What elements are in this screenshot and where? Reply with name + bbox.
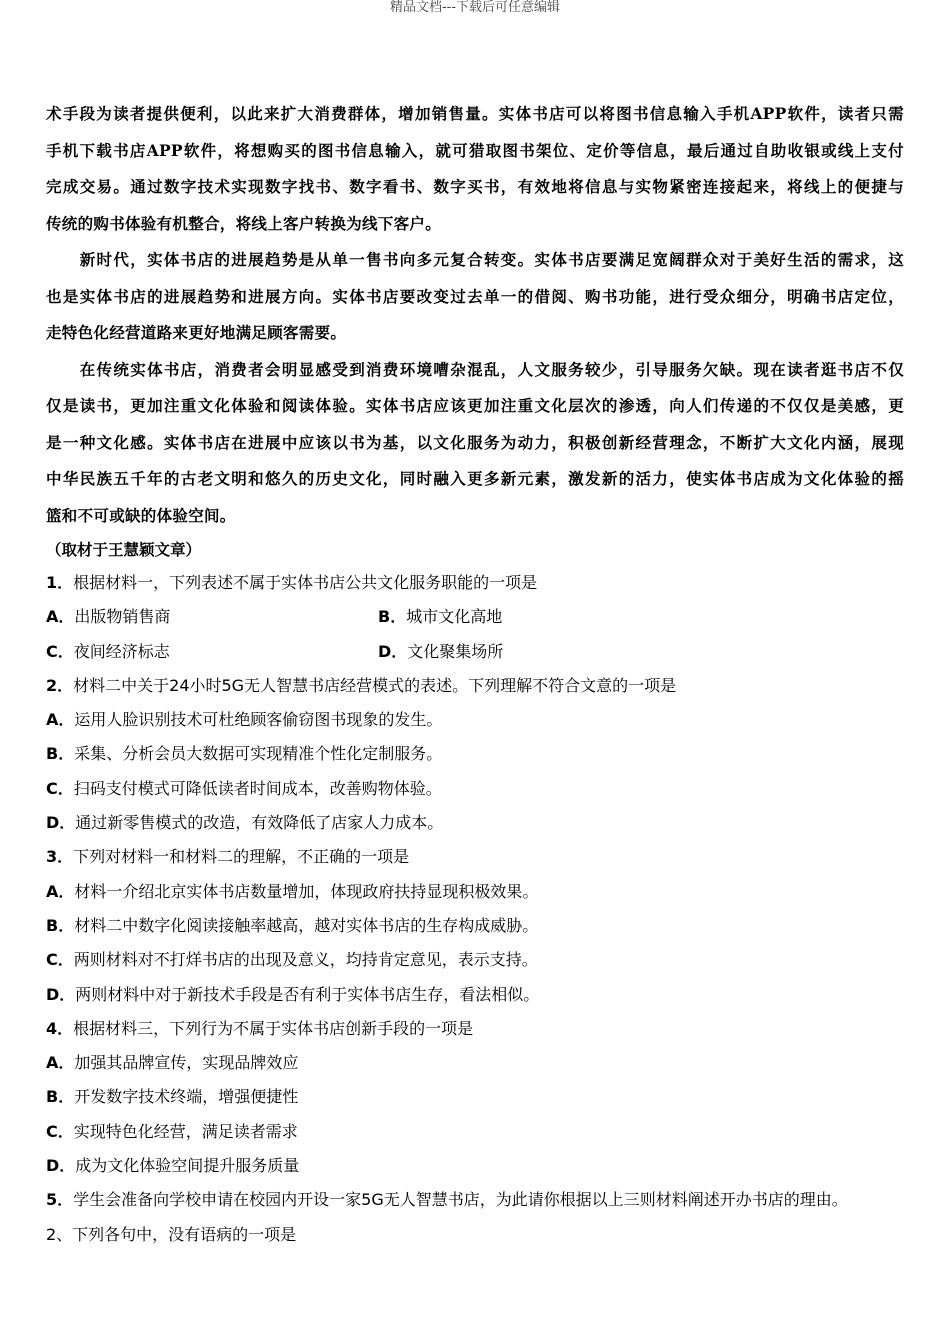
paragraph-line: 仅是读书，更加注重文化体验和阅读体验。实体书店应该更加注重文化层次的渗透，向人们传递的不仅仅是美感，更: [46, 396, 904, 415]
paragraph-line: 中华民族五千年的古老文明和悠久的历史文化，同时融入更多新元素，激发新的活力，使实体书店成为文化体验的摇: [46, 469, 904, 488]
option-a: [46, 875, 904, 909]
option-letter: C．: [46, 778, 74, 798]
option-text: 材料二中数字化阅读接触率越高，越对实体书店的生存构成威胁。: [74, 915, 539, 935]
option-b: [46, 1080, 904, 1114]
option-letter: B．: [46, 744, 75, 764]
option-text: 开发数字技术终端，增强便捷性: [74, 1087, 299, 1107]
question-text: 材料二中关于24小时5G无人智慧书店经营模式的表述。下列理解不符合文意的一项是: [73, 675, 677, 695]
paragraph-line: 是一种文化感。实体书店在进展中应该以书为基，以文化服务为动力，积极创新经营理念，不断扩大文化内涵，展现: [46, 432, 904, 452]
option-letter: B．: [46, 915, 75, 935]
option-text: 材料一介绍北京实体书店数量增加，体现政府扶持显现积极效果。: [74, 881, 539, 901]
option-letter: C．: [46, 641, 74, 661]
option-letter: D．: [378, 641, 408, 661]
question-2-stem: [46, 669, 904, 703]
paragraph-line: 完成交易。通过数字技术实现数字找书、数字看书、数字买书，有效地将信息与实物紧密连接起来，将线上的便捷与: [46, 177, 904, 196]
paragraph-line: 在传统实体书店，消费者会明显感受到消费环境嘈杂混乱，人文服务较少，引导服务欠缺。现在读者逛书店不仅: [46, 359, 904, 379]
option-text: 城市文化高地: [406, 607, 503, 627]
question-number: 3．: [46, 847, 74, 867]
question-number: 1．: [46, 573, 74, 592]
paragraph-line: 篮和不可或缺的体验空间。: [46, 505, 236, 525]
option-text: 通过新零售模式的改造，有效降低了店家人力成本。: [75, 813, 444, 833]
option-letter: D．: [46, 1156, 76, 1176]
option-d: [46, 978, 904, 1012]
option-letter: A．: [46, 1053, 75, 1073]
paragraph-1: [46, 96, 904, 242]
question-1-options-row-1: [46, 600, 904, 634]
option-c: [46, 635, 378, 669]
option-b: [46, 737, 904, 771]
paragraph-2: [46, 242, 904, 352]
option-a: [46, 703, 904, 737]
next-question-heading: 2、下列各句中，没有语病的一项是: [46, 1224, 297, 1244]
option-letter: D．: [46, 984, 76, 1004]
option-letter: A．: [46, 881, 75, 901]
option-letter: B．: [46, 1087, 75, 1107]
option-text: 加强其品牌宣传，实现品牌效应: [74, 1053, 299, 1073]
option-letter: A．: [46, 607, 75, 627]
paragraph-line: 传统的购书体验有机整合，将线上客户转换为线下客户。: [46, 213, 442, 233]
option-a: [46, 1046, 904, 1080]
option-letter: C．: [46, 950, 74, 970]
option-text: 文化聚集场所: [407, 641, 504, 661]
option-letter: A．: [46, 710, 75, 730]
option-text: 成为文化体验空间提升服务质量: [75, 1156, 300, 1176]
question-number: 2．: [46, 675, 74, 695]
question-number: 5．: [46, 1190, 74, 1210]
option-c: [46, 1115, 904, 1149]
question-1-stem: [46, 566, 904, 600]
option-text: 采集、分析会员大数据可实现精准个性化定制服务。: [74, 744, 443, 764]
source-citation: （取材于王慧颖文章）: [46, 540, 202, 559]
question-1-options-row-2: [46, 635, 904, 669]
option-text: 夜间经济标志: [73, 641, 170, 661]
option-text: 两则材料中对于新技术手段是否有利于实体书店生存，看法相似。: [75, 984, 540, 1004]
option-c: [46, 943, 904, 977]
question-number: 4．: [46, 1018, 74, 1038]
option-text: 两则材料对不打烊书店的出现及意义，均持肯定意见，表示支持。: [73, 950, 538, 970]
option-d: [46, 1149, 904, 1183]
question-text: 下列对材料一和材料二的理解，不正确的一项是: [73, 847, 410, 867]
paragraph-line: 新时代，实体书店的进展趋势是从单一售书向多元复合转变。实体书店要满足宽阔群众对于美好生活的需求，这: [46, 250, 904, 269]
question-text: 根据材料三，下列行为不属于实体书店创新手段的一项是: [73, 1018, 474, 1038]
paragraph-line: 手机下载书店APP软件，将想购买的图书信息输入，就可猎取图书架位、定价等信息，最后通过自助收银或线上支付: [46, 140, 904, 160]
option-text: 出版物销售商: [74, 607, 171, 627]
option-c: [46, 772, 904, 806]
option-text: 扫码支付模式可降低读者时间成本，改善购物体验。: [73, 778, 442, 798]
option-d: [378, 635, 710, 669]
question-text: 根据材料一，下列表述不属于实体书店公共文化服务职能的一项是: [73, 573, 538, 592]
question-5-stem: [46, 1183, 904, 1217]
paragraph-line: 也是实体书店的进展趋势和进展方向。实体书店要改变过去单一的借阅、购书功能，进行受众细分，明确书店定位，: [46, 286, 904, 306]
option-a: [46, 600, 378, 634]
option-letter: D．: [46, 813, 76, 833]
option-text: 运用人脸识别技术可杜绝顾客偷窃图书现象的发生。: [74, 710, 443, 730]
option-b: [46, 909, 904, 943]
document-body: [46, 96, 904, 1252]
page-header-note: 精品文档---下载后可任意编辑: [389, 0, 561, 15]
question-3-stem: [46, 840, 904, 874]
option-letter: C．: [46, 1121, 74, 1141]
option-d: [46, 806, 904, 840]
option-letter: B．: [378, 607, 407, 627]
paragraph-3: [46, 352, 904, 535]
option-text: 实现特色化经营，满足读者需求: [73, 1121, 298, 1141]
paragraph-line: 术手段为读者提供便利，以此来扩大消费群体，增加销售量。实体书店可以将图书信息输入手机APP软件，读者只需: [46, 104, 904, 123]
paragraph-line: 走特色化经营道路来更好地满足顾客需要。: [46, 323, 347, 342]
question-text: 学生会准备向学校申请在校园内开设一家5G无人智慧书店，为此请你根据以上三则材料阐述开办书店的理由。: [73, 1190, 848, 1210]
question-4-stem: [46, 1012, 904, 1046]
option-b: [378, 600, 710, 634]
